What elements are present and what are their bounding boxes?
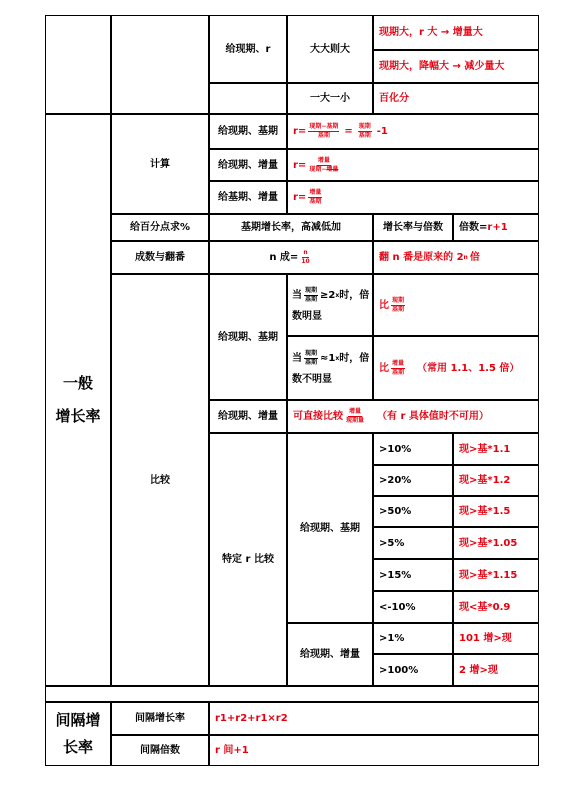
- spacer-row: [45, 686, 539, 702]
- calc-r1-numerator2: 现期: [358, 123, 371, 130]
- pct-multiple-value: r+1: [487, 222, 508, 233]
- calc-r1-fraction: [308, 123, 339, 140]
- specific-cond: <-10%: [379, 601, 416, 613]
- specific-result: 101 增>现: [459, 633, 512, 644]
- cheng-n-prefix: n 成=: [269, 252, 299, 263]
- top-empty-col2: [111, 15, 209, 114]
- cheng-n-formula: [269, 249, 312, 266]
- compare-res1-numerator: 现期: [392, 296, 405, 304]
- specific-result: 2 增>现: [459, 664, 498, 676]
- compare-cond2-tail: 时，倍: [339, 353, 370, 364]
- big-down-cell: [373, 50, 539, 83]
- specific-result: 现>基*1.05: [459, 537, 518, 549]
- cheng-n-denominator: 10: [301, 258, 310, 265]
- calc-r1-denominator: 基期: [317, 132, 330, 139]
- big-big-cell: [287, 15, 373, 83]
- calc-r2-fraction: [308, 157, 339, 174]
- calc-r2-denominator: [308, 166, 339, 174]
- compare-res2-numerator: 增量: [392, 359, 405, 367]
- big-big-label: 大大则大: [310, 43, 350, 55]
- compare-cond1-pre: 当: [292, 290, 302, 301]
- cheng-fan-text: 翻 n 番是原来的 2 n 倍: [379, 252, 480, 263]
- compare-given-xi: 给现期、增量: [218, 411, 278, 422]
- top-empty-col1: [45, 15, 111, 114]
- big-down-text: 现期大，降幅大 → 减少量大: [379, 61, 505, 72]
- calc-r3-formula: [293, 189, 324, 206]
- specific-result-cell: [453, 465, 539, 496]
- calc-r3-formula-cell: [287, 181, 539, 214]
- specific-result: 现>基*1.2: [459, 475, 511, 486]
- calc-r2-numerator: 增量: [317, 156, 330, 164]
- compare-res2: [379, 360, 519, 377]
- calc-r1-given: 给现期、基期: [218, 126, 278, 137]
- compare-direct-cell: [287, 400, 539, 433]
- specific-cond: >5%: [379, 537, 405, 549]
- interval-title-line2: 长率: [62, 738, 93, 756]
- specific-result: 现>基*1.15: [459, 569, 518, 581]
- compare-cond1-line1: 当 $\frac{\text{现期}}{\text{基期}}$ ≥2 x 时，倍: [292, 287, 370, 303]
- specific-r-label-cell: [209, 433, 287, 686]
- interval-rate-label: 间隔增长率: [135, 713, 185, 724]
- calc-r2-formula-cell: [287, 149, 539, 181]
- cheng-n-numerator: n: [303, 249, 308, 256]
- specific-given-xb: 给现期、基期: [300, 522, 360, 534]
- compare-res2-pre: 比: [379, 362, 389, 374]
- cheng-label-cell: [111, 241, 209, 274]
- interval-multiple-label-cell: [111, 735, 209, 766]
- compare-cond2-pre: 当: [292, 353, 302, 364]
- compare-label-cell: [111, 274, 209, 686]
- pct-relation-cell: [373, 214, 453, 241]
- compare-res2-cell: [373, 336, 539, 400]
- given-base-r-cell: [209, 15, 287, 83]
- specific-result: 现<基*0.9: [459, 601, 511, 613]
- compare-cond2-line2: 数不明显: [292, 374, 332, 385]
- compare-res2-denominator: 基期: [392, 368, 405, 376]
- specific-result: 现>基*1.1: [459, 443, 511, 455]
- specific-cond-cell: [373, 623, 453, 654]
- pct-label-cell: [111, 214, 209, 241]
- specific-r-label: 特定 r 比较: [222, 554, 274, 565]
- specific-cond: >50%: [379, 506, 412, 517]
- calc-r1-formula-cell: [287, 114, 539, 149]
- specific-cond-cell: [373, 559, 453, 591]
- compare-res1: [379, 297, 407, 314]
- calc-r1-formula: [293, 123, 388, 140]
- compare-cond2-denominator: 基期: [305, 359, 318, 366]
- specific-cond-cell: [373, 496, 453, 527]
- specific-result-cell: [453, 496, 539, 527]
- compare-direct-text: 可直接比较: [293, 411, 343, 422]
- one-big-one-small-label: 一大一小: [310, 93, 350, 104]
- cheng-label: 成数与翻番: [135, 252, 185, 263]
- specific-result-cell: [453, 654, 539, 686]
- specific-result: 现>基*1.5: [459, 506, 511, 517]
- given-base-r-label: 给现期、r: [225, 43, 271, 55]
- compare-label: 比较: [150, 474, 170, 486]
- compare-given-xb-cell: [209, 274, 287, 400]
- calc-r3-prefix: r=: [293, 192, 307, 203]
- percent-cell: [373, 83, 539, 114]
- calc-r2-given-cell: [209, 149, 287, 181]
- compare-given-xb: 给现期、基期: [218, 331, 278, 343]
- calc-r2-prefix: r=: [293, 159, 307, 171]
- calc-r3-denominator: 基期: [309, 198, 322, 205]
- interval-title-cell: [45, 702, 111, 766]
- pct-desc-cell: [209, 214, 373, 241]
- specific-cond-cell: [373, 654, 453, 686]
- interval-title-line1: 间隔增: [55, 710, 101, 729]
- compare-cond1-denominator: 基期: [305, 296, 318, 303]
- specific-given-xi: 给现期、增量: [300, 649, 360, 660]
- calc-r1-fraction2: [358, 123, 372, 140]
- specific-cond-cell: [373, 433, 453, 465]
- specific-cond: >1%: [379, 633, 405, 644]
- cheng-fan-cell: [373, 241, 539, 274]
- compare-cond1-line2: 数明显: [292, 311, 322, 322]
- interval-multiple-formula: r 间+1: [215, 745, 249, 756]
- pct-multiple-cell: [453, 214, 539, 241]
- compare-cond1-fraction: [304, 287, 318, 304]
- compare-cond1-numerator: 现期: [305, 287, 318, 294]
- compare-res1-cell: [373, 274, 539, 336]
- interval-rate-formula: r1+r2+r1×r2: [215, 713, 288, 724]
- general-growth-title-cell: [45, 114, 111, 686]
- calc-r1-numerator: 现期−基期: [309, 123, 339, 130]
- pct-desc: 基期增长率，高减低加: [241, 222, 341, 233]
- general-title-line1: 一般: [62, 373, 93, 392]
- calc-r3-numerator: 增量: [309, 189, 322, 196]
- calc-label-cell: [111, 114, 209, 214]
- calc-r2-den-b: 增量: [326, 165, 339, 173]
- top-empty-given-col: [209, 83, 287, 114]
- calc-r3-given: 给基期、增量: [218, 192, 278, 203]
- cheng-n-cell: [209, 241, 373, 274]
- specific-cond: >10%: [379, 443, 412, 455]
- compare-res1-fraction: [391, 297, 405, 314]
- calc-label: 计算: [150, 158, 170, 170]
- calc-r1-prefix: r=: [293, 126, 307, 137]
- calc-r1-given-cell: [209, 114, 287, 149]
- cheng-fan-main: 翻 n 番是原来的 2: [379, 252, 464, 263]
- calc-r1-tail: -1: [376, 126, 388, 137]
- compare-cond2-post: ≈1: [320, 353, 336, 364]
- specific-result-cell: [453, 559, 539, 591]
- one-big-one-small-cell: [287, 83, 373, 114]
- calc-r3-given-cell: [209, 181, 287, 214]
- interval-rate-formula-cell: [209, 702, 539, 735]
- specific-cond: >15%: [379, 569, 412, 581]
- compare-direct-numerator: 增量: [349, 408, 362, 415]
- specific-result-cell: [453, 623, 539, 654]
- formula-table: [45, 15, 539, 766]
- cheng-fan-tail: 倍: [469, 252, 480, 263]
- calc-r1-equals: =: [344, 126, 353, 137]
- general-title-line2: 增长率: [55, 407, 101, 425]
- compare-direct: [293, 408, 489, 425]
- big-up-cell: [373, 15, 539, 50]
- compare-res2-fraction: [391, 360, 405, 377]
- pct-relation: 增长率与倍数: [383, 222, 443, 233]
- specific-result-cell: [453, 433, 539, 465]
- compare-given-xi-cell: [209, 400, 287, 433]
- pct-multiple-label: 倍数=: [459, 222, 488, 233]
- compare-cond1-cell: [287, 274, 373, 336]
- compare-direct-fraction: [345, 408, 365, 425]
- calc-r1-denominator2: 基期: [358, 132, 371, 139]
- specific-given-xi-cell: [287, 623, 373, 686]
- specific-cond-cell: [373, 465, 453, 496]
- percent-text: 百化分: [379, 93, 409, 104]
- compare-cond2-numerator: 现期: [305, 350, 318, 357]
- specific-cond: >100%: [379, 664, 419, 676]
- cheng-n-fraction: [300, 249, 310, 266]
- calc-r2-given: 给现期、增量: [218, 159, 278, 171]
- specific-cond: >20%: [379, 475, 412, 486]
- compare-cond2-fraction: [304, 350, 318, 367]
- specific-cond-cell: [373, 527, 453, 559]
- specific-result-cell: [453, 527, 539, 559]
- calc-r2-den-a: 现期−: [309, 165, 327, 173]
- calc-r3-fraction: [308, 189, 322, 206]
- interval-rate-label-cell: [111, 702, 209, 735]
- pct-label: 给百分点求%: [129, 222, 191, 233]
- interval-multiple-formula-cell: [209, 735, 539, 766]
- specific-given-xb-cell: [287, 433, 373, 623]
- interval-multiple-label: 间隔倍数: [140, 745, 180, 756]
- compare-cond1-post: ≥2: [320, 290, 336, 301]
- compare-res2-note: （常用 1.1、1.5 倍）: [417, 362, 520, 374]
- compare-direct-note: （有 r 具体值时不可用）: [377, 411, 489, 422]
- specific-cond-cell: [373, 591, 453, 623]
- calc-r2-formula: [293, 157, 341, 174]
- compare-res1-denominator: 基期: [392, 305, 405, 313]
- compare-cond2-cell: [287, 336, 373, 400]
- compare-cond2-line1: 当 $\frac{\text{现期}}{\text{基期}}$ ≈1 x 时，倍: [292, 350, 370, 366]
- compare-res1-pre: 比: [379, 299, 389, 311]
- compare-cond1-tail: 时，倍: [339, 290, 370, 301]
- compare-direct-denominator: 现期量: [346, 417, 365, 424]
- specific-result-cell: [453, 591, 539, 623]
- big-up-text: 现期大，r 大 → 增量大: [379, 27, 483, 38]
